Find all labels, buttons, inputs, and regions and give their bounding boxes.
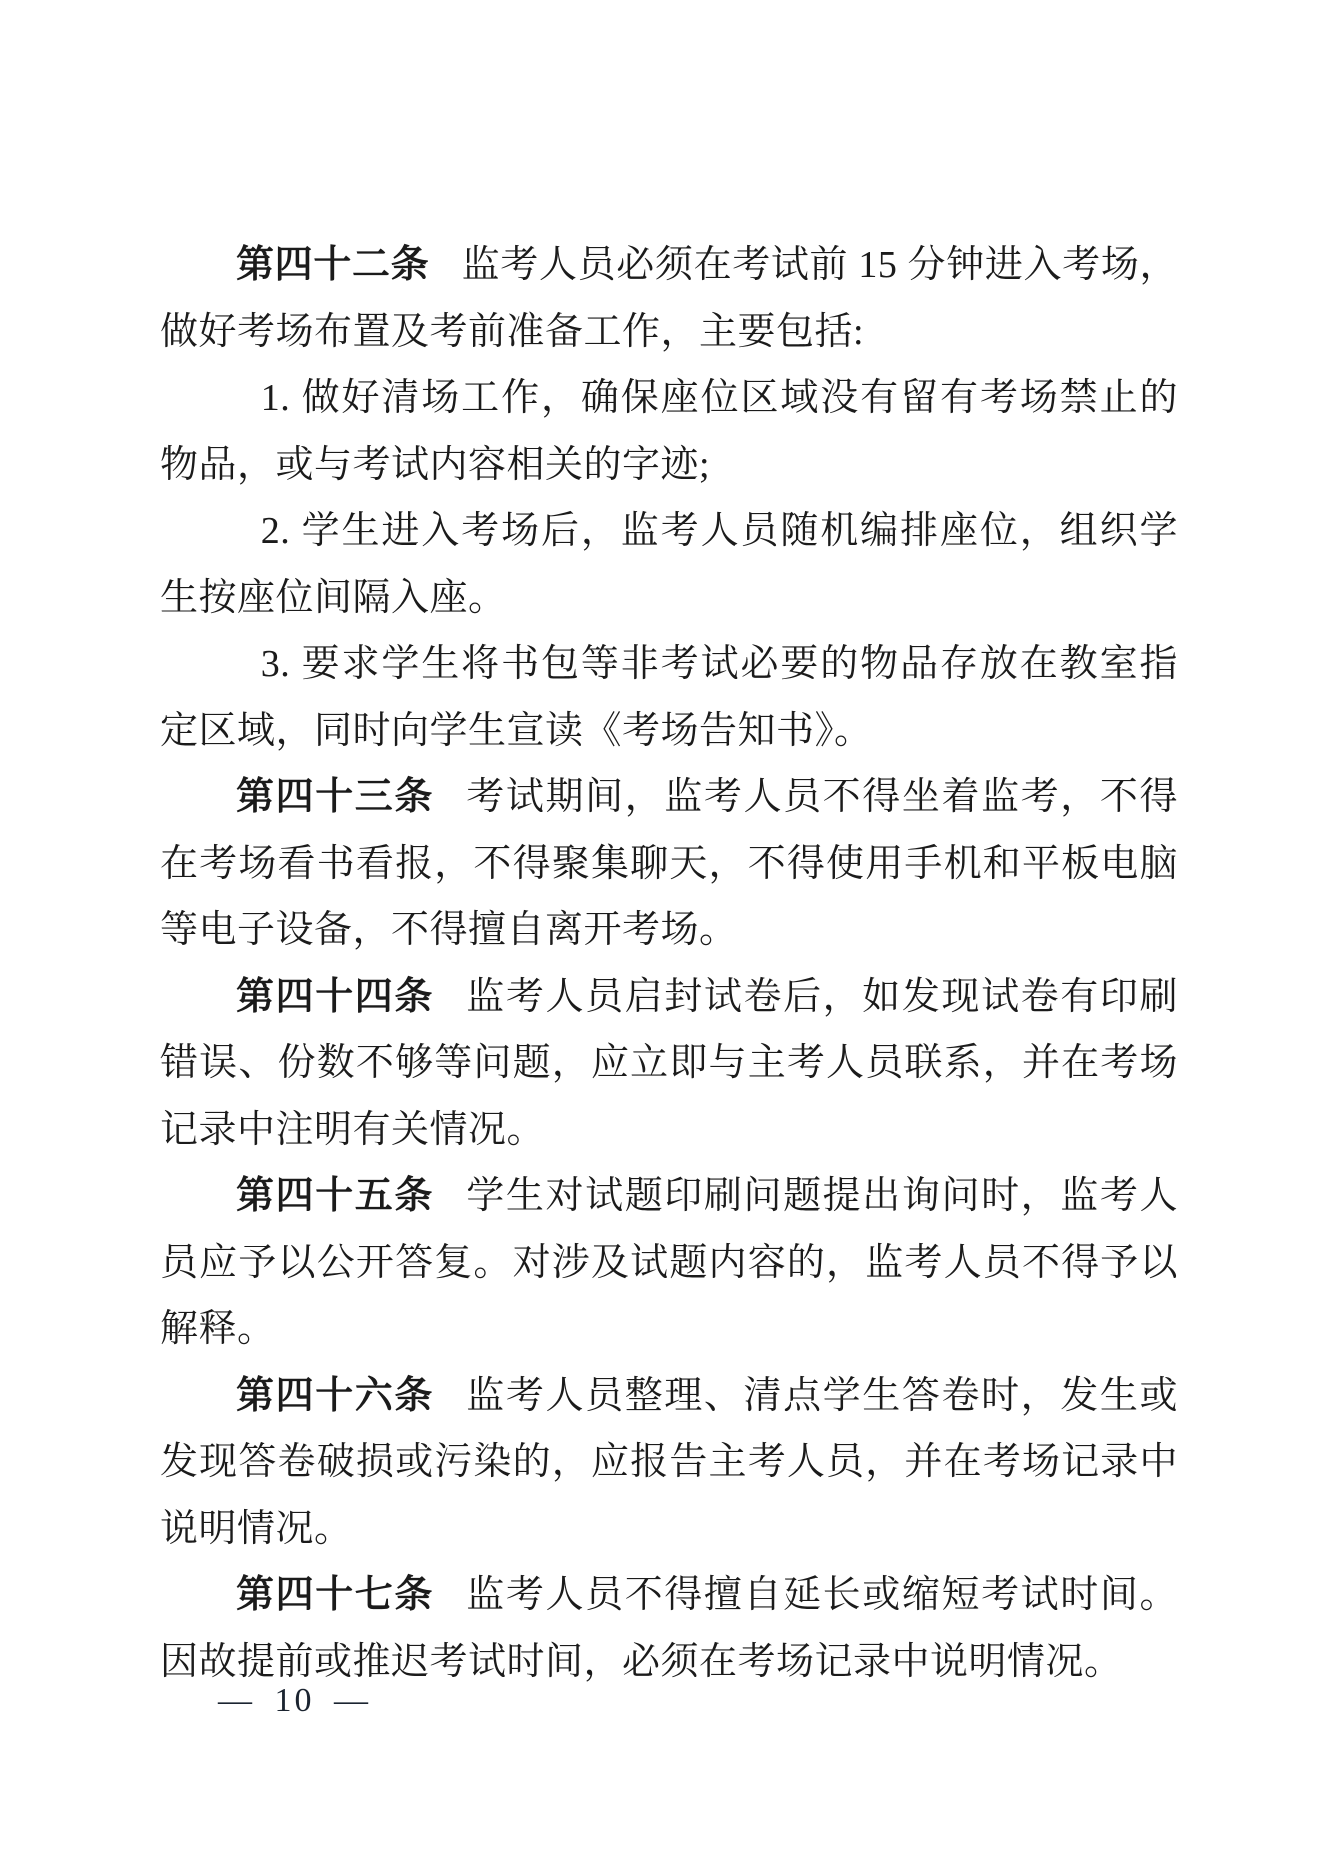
paragraph-text: 学生对试题印刷问题提出询问时，监考人员应予以公开答复。对涉及试题内容的，监考人员不得予以解释。 [160, 1175, 1178, 1350]
item-paragraph-1 [160, 365, 1178, 498]
item-paragraph-3 [160, 631, 1178, 764]
article-paragraph-43 [160, 764, 1178, 964]
paragraph-text: 1. 做好清场工作，确保座位区域没有留有考场禁止的物品，或与考试内容相关的字迹; [160, 377, 1178, 486]
article-number: 第四十二条 [236, 244, 430, 286]
item-paragraph-2 [160, 498, 1178, 631]
article-number: 第四十六条 [236, 1374, 434, 1417]
paragraph-text: 监考人员不得擅自延长或缩短考试时间。因故提前或推迟考试时间，必须在考场记录中说明情况。 [160, 1574, 1178, 1683]
paragraph-text: 考试期间，监考人员不得坐着监考，不得在考场看书看报，不得聚集聊天，不得使用手机和平板电脑等电子设备，不得擅自离开考场。 [160, 776, 1178, 951]
article-number: 第四十五条 [236, 1175, 434, 1217]
article-paragraph-42 [160, 232, 1178, 365]
article-number: 第四十七条 [236, 1574, 434, 1616]
document-body [160, 232, 1178, 1695]
page-footer [218, 1682, 371, 1720]
article-number: 第四十四条 [236, 975, 434, 1018]
page-number: — 10 — [218, 1682, 371, 1719]
paragraph-text: 3. 要求学生将书包等非考试必要的物品存放在教室指定区域，同时向学生宣读《考场告知书》。 [160, 643, 1178, 752]
article-paragraph-47 [160, 1562, 1178, 1695]
article-paragraph-46 [160, 1363, 1178, 1563]
paragraph-text: 2. 学生进入考场后，监考人员随机编排座位，组织学生按座位间隔入座。 [160, 510, 1178, 619]
paragraph-text: 监考人员必须在考试前 15 分钟进入考场，做好考场布置及考前准备工作，主要包括: [160, 244, 1178, 353]
article-paragraph-44 [160, 964, 1178, 1164]
article-number: 第四十三条 [236, 776, 434, 818]
article-paragraph-45 [160, 1163, 1178, 1363]
paragraph-text: 监考人员启封试卷后，如发现试卷有印刷错误、份数不够等问题，应立即与主考人员联系，并在考场记录中注明有关情况。 [160, 975, 1178, 1151]
paragraph-text: 监考人员整理、清点学生答卷时，发生或发现答卷破损或污染的，应报告主考人员，并在考场记录中说明情况。 [160, 1374, 1178, 1550]
